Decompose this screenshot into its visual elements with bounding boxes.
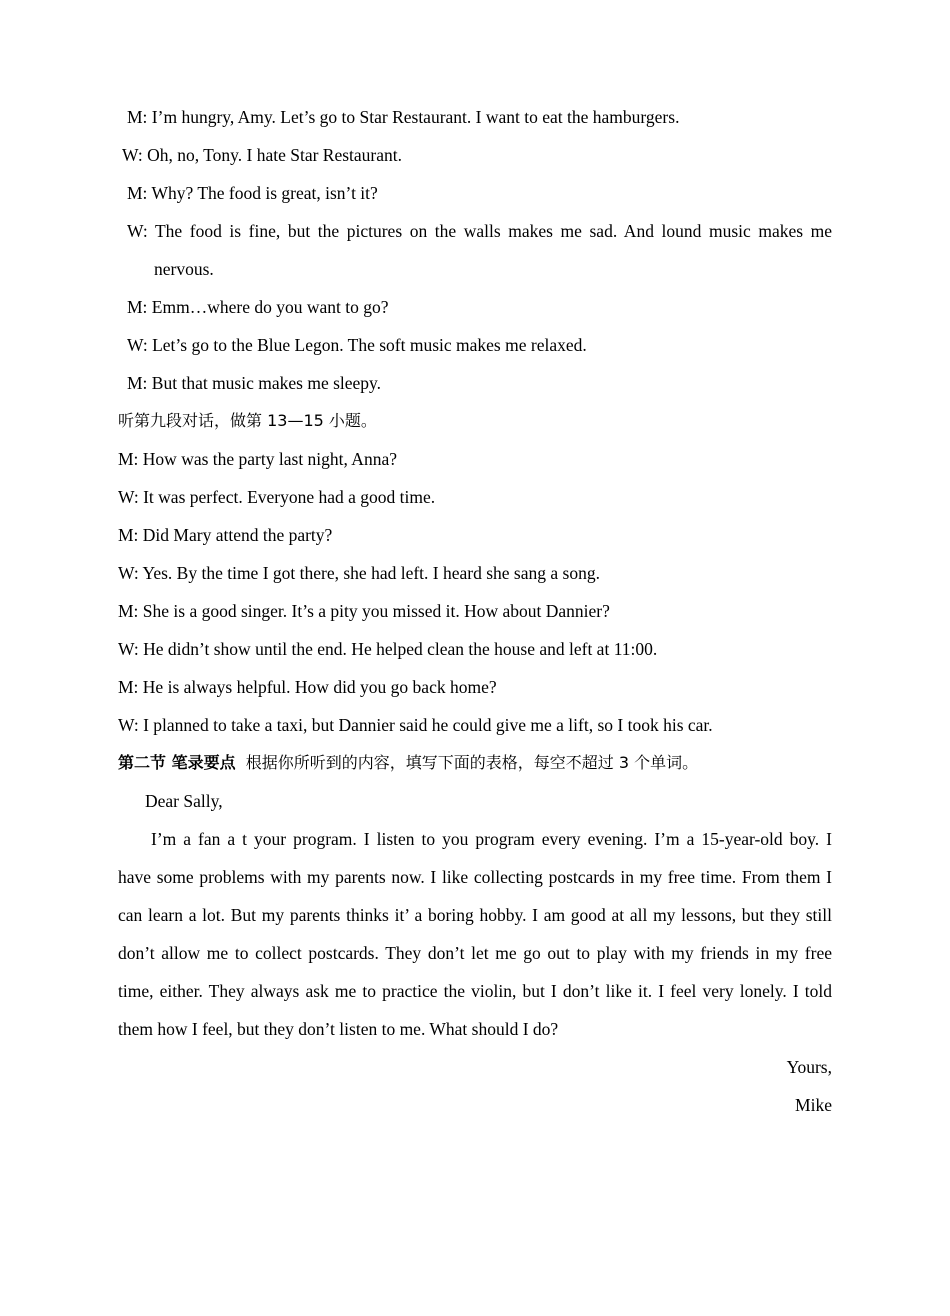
dialogue8-line-6: W: Let’s go to the Blue Legon. The soft music makes me relaxed. [127, 335, 587, 355]
letter-line-4: don’t allow me to collect postcards. They don’t let me go out to play with my friends in my free [118, 943, 832, 963]
dialogue9-line-2: W: It was perfect. Everyone had a good time. [118, 487, 436, 507]
dialogue9-line-3: M: Did Mary attend the party? [118, 525, 333, 545]
letter-line-2: have some problems with my parents now. I like collecting postcards in my free time. From them I [118, 867, 832, 887]
section2-header [118, 744, 832, 782]
dialogue8-line-2: W: Oh, no, Tony. I hate Star Restaurant. [122, 145, 403, 165]
letter-line-3: can learn a lot. But my parents thinks it’ a boring hobby. I am good at all my lessons, but they still [118, 905, 832, 925]
dialogue9-line-7: M: He is always helpful. How did you go back home? [118, 677, 497, 697]
dialogue8-line-4-continued: nervous. [154, 259, 214, 279]
letter-greeting: Dear Sally, [145, 791, 223, 811]
letter-line-1: I’m a fan a t your program. I listen to you program every evening. I’m a 15-year-old boy. I [151, 829, 832, 849]
dialogue8-line-3: M: Why? The food is great, isn’t it? [127, 183, 378, 203]
dialogue8-line-7: M: But that music makes me sleepy. [127, 373, 382, 393]
dialogue8-line-5: M: Emm…where do you want to go? [127, 297, 389, 317]
section2-title: 第二节 笔录要点 [118, 753, 236, 772]
dialogue9-line-1: M: How was the party last night, Anna? [118, 449, 397, 469]
letter-line-6: them how I feel, but they don’t listen to me. What should I do? [118, 1019, 559, 1039]
section2-instruction: 根据你所听到的内容，填写下面的表格，每空不超过 3 个单词。 [245, 753, 699, 772]
section9-heading: 听第九段对话，做第 13—15 小题。 [118, 411, 377, 430]
dialogue9-line-4: W: Yes. By the time I got there, she had left. I heard she sang a song. [118, 563, 600, 583]
letter-closing: Yours, [786, 1057, 832, 1077]
dialogue9-line-8: W: I planned to take a taxi, but Dannier said he could give me a lift, so I took his car. [118, 715, 713, 735]
dialogue8-line-4: W: The food is fine, but the pictures on the walls makes me sad. And lound music makes me [127, 221, 832, 241]
dialogue9-line-6: W: He didn’t show until the end. He helped clean the house and left at 11:00. [118, 639, 658, 659]
letter-line-5: time, either. They always ask me to practice the violin, but I don’t like it. I feel very lonely. I told [118, 981, 832, 1001]
letter-signature: Mike [795, 1095, 832, 1115]
dialogue9-line-5: M: She is a good singer. It’s a pity you missed it. How about Dannier? [118, 601, 610, 621]
document-page [118, 98, 832, 1124]
dialogue8-line-1: M: I’m hungry, Amy. Let’s go to Star Restaurant. I want to eat the hamburgers. [127, 107, 680, 127]
